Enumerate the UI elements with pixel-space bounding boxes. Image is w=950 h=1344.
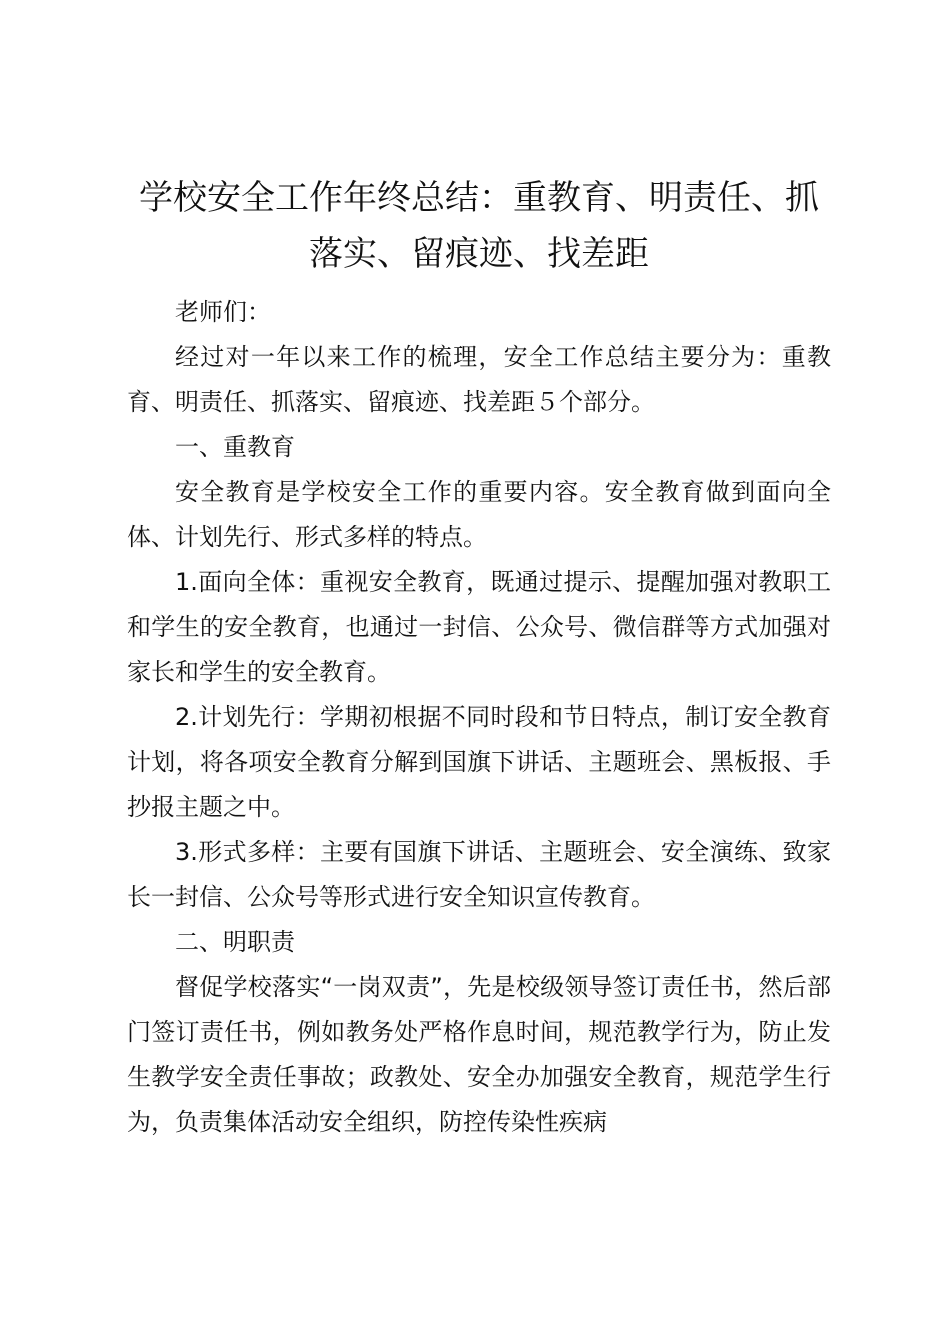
- list-item-1: 1.面向全体：重视安全教育，既通过提示、提醒加强对教职工和学生的安全教育，也通过一封信、公众号、微信群等方式加强对家长和学生的安全教育。: [127, 568, 831, 686]
- list-item-2: 2.计划先行：学期初根据不同时段和节日特点，制订安全教育计划，将各项安全教育分解到国旗下讲话、主题班会、黑板报、手抄报主题之中。: [127, 703, 831, 821]
- education-paragraph: 安全教育是学校安全工作的重要内容。安全教育做到面向全体、计划先行、形式多样的特点。: [127, 478, 831, 551]
- document-title: 学校安全工作年终总结：重教育、明责任、抓落实、留痕迹、找差距: [139, 178, 819, 274]
- intro-paragraph: 经过对一年以来工作的梳理，安全工作总结主要分为：重教育、明责任、抓落实、留痕迹、找差距５个部分。: [127, 343, 831, 416]
- section-heading-duties: 二、明职责: [175, 928, 295, 956]
- section-heading-education: 一、重教育: [175, 433, 295, 461]
- greeting: 老师们：: [175, 298, 271, 326]
- document-page: [127, 170, 831, 1145]
- duties-paragraph: 督促学校落实“一岗双责”，先是校级领导签订责任书，然后部门签订责任书，例如教务处严格作息时间，规范教学行为，防止发生教学安全责任事故；政教处、安全办加强安全教育，规范学生行为，负责集体活动安全组织，防控传染性疾病: [127, 973, 831, 1136]
- list-item-3: 3.形式多样：主要有国旗下讲话、主题班会、安全演练、致家长一封信、公众号等形式进行安全知识宣传教育。: [127, 838, 831, 911]
